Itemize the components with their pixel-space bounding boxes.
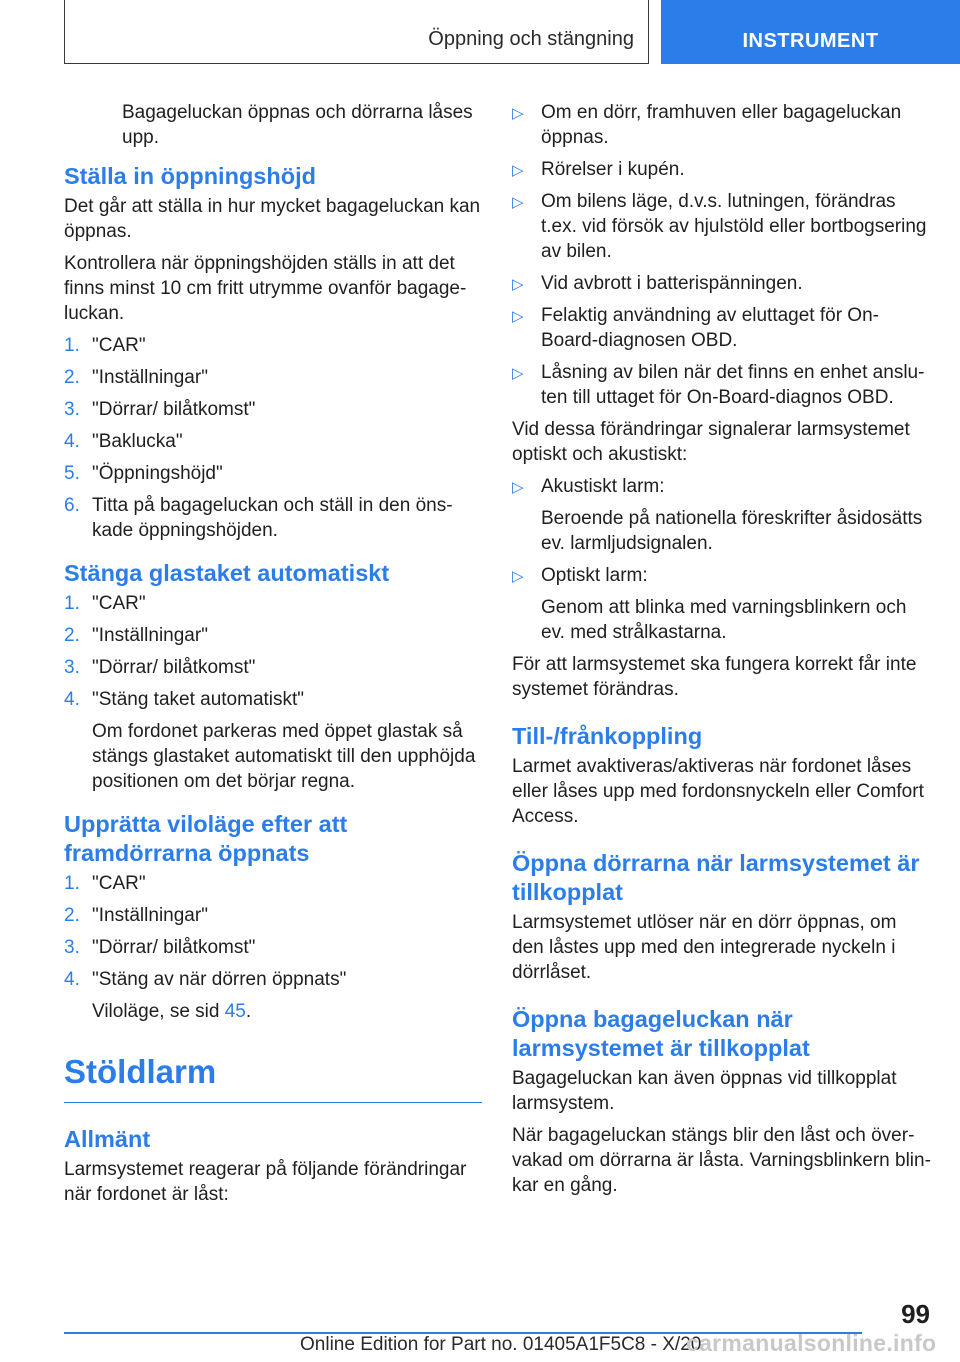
step-text: "Dörrar/ bilåtkomst" [92,937,256,958]
step-number: 3. [64,399,80,420]
heading-open-doors: Öppna dörrarna när larmsystemet är tillkopplat [512,850,920,905]
paragraph: Det går att ställa in hur mycket bagageluckan kan öppnas. [64,196,481,242]
step-text: "CAR" [92,593,146,614]
list-item [64,429,482,454]
step-text: "CAR" [92,335,146,356]
step-text: "Stäng taket automatiskt" [92,689,305,710]
left-column [64,100,482,1214]
triangle-bullet-icon: ▷ [512,276,524,293]
paragraph: Bagageluckan kan även öppnas vid tillkopplat larmsystem. [512,1068,897,1114]
heading-general: Allmänt [64,1126,151,1152]
footer-watermark: carmanualsonline.info [686,1330,937,1356]
item-text: Vid avbrott i batterispänningen. [541,273,803,294]
step-text: "Inställningar" [92,905,208,926]
triangle-bullet-icon: ▷ [512,308,524,325]
step-number: 1. [64,873,80,894]
list-item [64,871,482,896]
paragraph: Vid dessa förändringar signalerar larmsystemet optiskt och akustiskt: [512,419,910,465]
alarm-signal-list [512,474,932,645]
triangle-bullet-icon: ▷ [512,194,524,211]
note-suffix: . [245,1001,252,1022]
heading-rest-mode: Upprätta viloläge efter att framdörrarna öppnats [64,811,348,866]
alarm-trigger-list [512,100,932,410]
step-text: Titta på bagageluckan och ställ in den öns-kade öppningshöjden. [92,495,453,541]
step-text: "Dörrar/ bilåtkomst" [92,657,256,678]
triangle-bullet-icon: ▷ [512,105,524,122]
triangle-bullet-icon: ▷ [512,568,524,585]
list-item [64,461,482,486]
list-item [64,903,482,928]
step-number: 4. [64,969,80,990]
note-prefix: Viloläge, se sid [92,1001,225,1022]
item-text: Låsning av bilen när det finns en enhet anslu-ten till uttaget för On-Board-diagnos OBD. [541,362,925,408]
step-number: 2. [64,367,80,388]
heading-theft-alarm: Stöldlarm [64,1052,482,1103]
step-number: 6. [64,495,80,516]
heading-open-tailgate: Öppna bagageluckan när larmsystemet är tillkopplat [512,1006,810,1061]
step-text: "Dörrar/ bilåtkomst" [92,399,256,420]
step-number: 4. [64,431,80,452]
item-text: Felaktig användning av eluttaget för On-Board-diagnosen OBD. [541,305,879,351]
step-number: 1. [64,593,80,614]
list-item [64,655,482,680]
triangle-bullet-icon: ▷ [512,365,524,382]
list-item [64,687,482,794]
paragraph: För att larmsystemet ska fungera korrekt får inte systemet förändras. [512,654,917,700]
list-item [64,493,482,543]
item-text: Om en dörr, framhuven eller bagageluckan öppnas. [541,102,902,148]
list-item [512,303,932,353]
page-reference-link[interactable]: 45 [224,1001,246,1022]
triangle-bullet-icon: ▷ [512,479,524,496]
paragraph: Larmet avaktiveras/aktiveras när fordonet låses eller låses upp med fordonsnyckeln eller Comfort Access. [512,756,924,827]
step-number: 3. [64,937,80,958]
heading-opening-height: Ställa in öppningshöjd [64,163,316,189]
paragraph: När bagageluckan stängs blir den låst och över-vakad om dörrarna är låsta. Varningsblinkern blin-kar en gång. [512,1125,931,1196]
heading-glass-roof: Stänga glastaket automatiskt [64,560,390,586]
steps-glass-roof [64,591,482,794]
step-number: 2. [64,625,80,646]
item-detail: Genom att blinka med varningsblinkern och ev. med strålkastarna. [541,597,907,643]
footer-edition: Online Edition for Part no. 01405A1F5C8 - X/20 [300,1334,702,1355]
triangle-bullet-icon: ▷ [512,162,524,179]
step-text: "Baklucka" [92,431,183,452]
list-item [64,967,482,1024]
list-item [512,189,932,264]
step-text: "Inställningar" [92,367,208,388]
list-item [64,365,482,390]
paragraph: Larmsystemet utlöser när en dörr öppnas, om den låstes upp med den integrerade nyckeln i dörrlåset. [512,912,897,983]
step-number: 3. [64,657,80,678]
list-item [64,397,482,422]
item-title: Akustiskt larm: [541,476,665,497]
step-number: 1. [64,335,80,356]
list-item [64,591,482,616]
header-section-box [64,0,649,64]
list-item [512,563,932,645]
page-header [0,0,960,66]
step-text: "Inställningar" [92,625,208,646]
intro-continuation: Bagageluckan öppnas och dörrarna låses upp. [122,102,473,148]
paragraph: Larmsystemet reagerar på följande förändringar när fordonet är låst: [64,1159,467,1205]
item-text: Rörelser i kupén. [541,159,685,180]
list-item [64,333,482,358]
step-note: Om fordonet parkeras med öppet glastak så stängs glastaket automatiskt till den upphöjda positionen om det börjar regna. [92,721,476,792]
step-number: 5. [64,463,80,484]
steps-opening-height [64,333,482,543]
heading-on-off: Till-/frånkoppling [512,723,703,749]
header-section-title: Öppning och stängning [428,28,634,50]
step-number: 4. [64,689,80,710]
list-item [512,360,932,410]
list-item [64,935,482,960]
page-number: 99 [901,1299,930,1329]
step-number: 2. [64,905,80,926]
list-item [512,100,932,150]
header-chapter-tab[interactable]: INSTRUMENT [661,0,960,64]
step-text: "Öppningshöjd" [92,463,223,484]
item-title: Optiskt larm: [541,565,648,586]
list-item [512,271,932,296]
step-text: "CAR" [92,873,146,894]
right-column [512,100,932,1205]
item-detail: Beroende på nationella föreskrifter åsidosätts ev. larmljudsignalen. [541,508,923,554]
list-item [512,474,932,556]
step-note [92,999,482,1024]
list-item [64,623,482,648]
list-item [512,157,932,182]
item-text: Om bilens läge, d.v.s. lutningen, förändras t.ex. vid försök av hjulstöld eller bortbogsering av bilen. [541,191,927,262]
paragraph: Kontrollera när öppningshöjden ställs in att det finns minst 10 cm fritt utrymme ovanför bagage-luckan. [64,253,467,324]
steps-rest-mode [64,871,482,1024]
step-text: "Stäng av när dörren öppnats" [92,969,347,990]
